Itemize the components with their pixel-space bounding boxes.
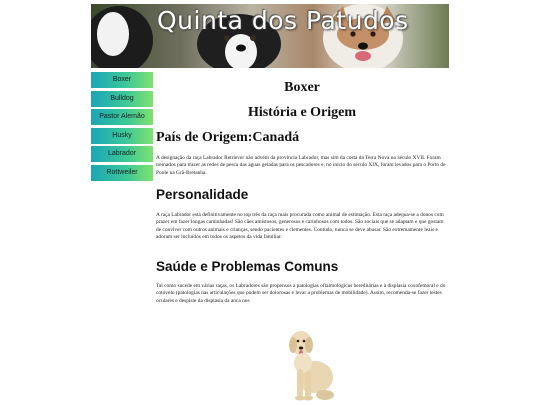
personality-text: A raça Labrador está definitivamente no top três da raça mais procurada como animal de estimação. Esta raça adequa-se a donos com prazer em fazer longas caminhadas! São cães amistosos, generosos e carinhosos com todos. São sociais que se adaptam e que gostam de conviver com outros animais e crianças, sendo pacientes e clementes. Contudo, nunca se deve abusar. São extremamente leais e adoram ser incluídos em todos os aspetos da vida familiar. [156, 212, 444, 241]
nav-item-boxer[interactable]: Boxer [91, 72, 153, 88]
nav-item-labrador[interactable]: Labrador [91, 146, 153, 162]
breed-title: Boxer [284, 80, 320, 95]
nav-item-husky[interactable]: Husky [91, 128, 153, 144]
health-heading: Saúde e Problemas Comuns [156, 259, 339, 274]
nav-item-rottweiler[interactable]: Rottweiler [91, 165, 153, 181]
site-title: Quinta dos Patudos [157, 6, 409, 35]
header-banner [91, 4, 449, 68]
section-title: História e Origem [247, 105, 357, 120]
origin-heading: País de Origem:Canadá [156, 130, 300, 145]
health-text: Tal como sucede em várias raças, os Labradores são propensos a patologias oftalmológicas hereditárias e à displasia coxofemoral e do cotovelo (patologias nas articulações que podem ser dolorosas e levar a problemas de mobilidade). Assim, recomenda-se fazer testes oculares e despiste da displasia da anca nos [156, 283, 446, 304]
nav-item-bulldog[interactable]: Bulldog [91, 91, 153, 107]
origin-text: A designação da raça Labrador Retriever não advém da província Labrador, mas sim da costa da Terra Nova no século XVII. Foram treinados para trazer as redes de pesca das águas geladas para os pescadores e, no início do século XIX, foram levados para o Porto de Poole na Grã-Bretanha. [156, 155, 446, 176]
personality-heading: Personalidade [156, 187, 249, 202]
labrador-image [285, 325, 335, 403]
breed-nav [91, 72, 153, 183]
nav-item-pastor-alemao[interactable]: Pastor Alemão [91, 109, 153, 125]
